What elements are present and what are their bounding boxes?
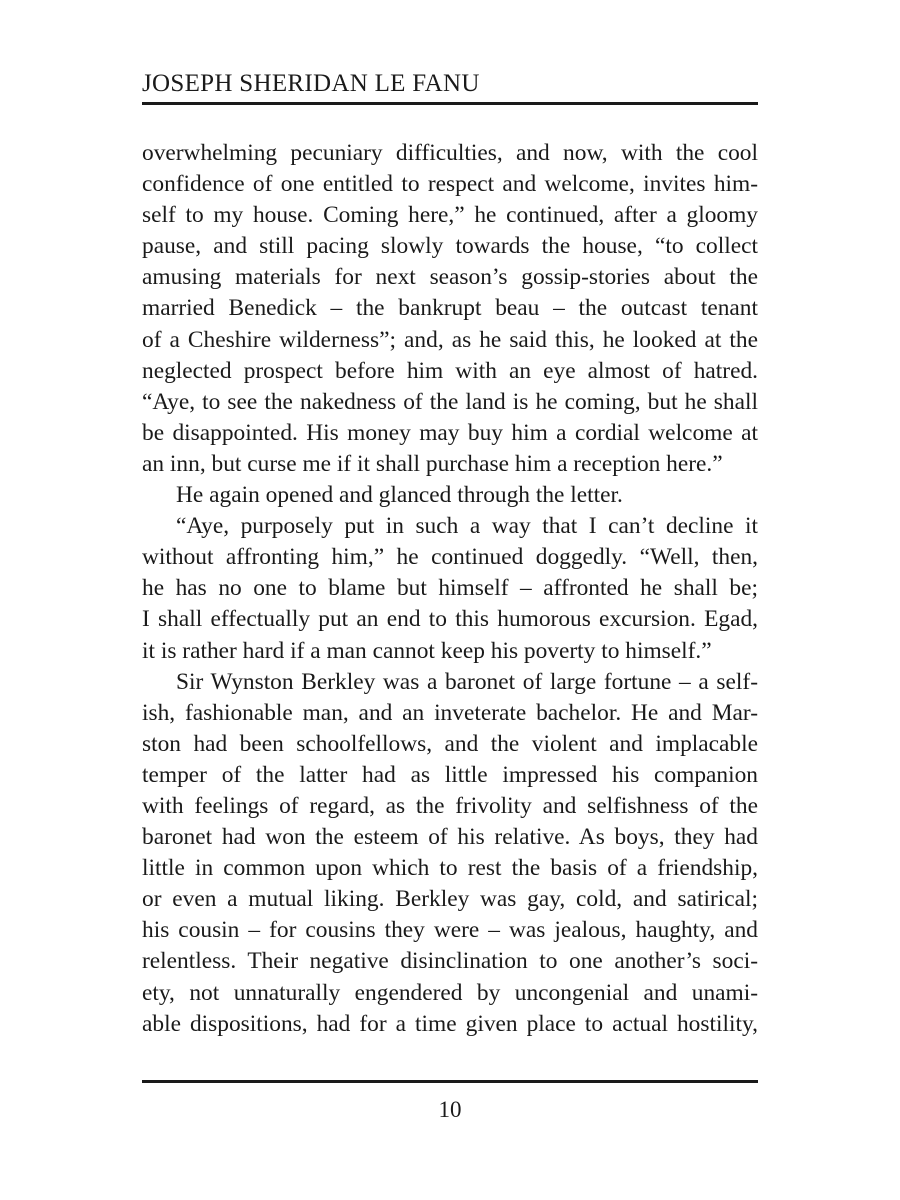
text-line: of a Cheshire wilderness”; and, as he said this, he looked at the (142, 326, 758, 353)
paragraph (142, 511, 758, 666)
text-line: married Benedick – the bankrupt beau – the outcast tenant (142, 295, 758, 322)
text-line: overwhelming pecuniary difficulties, and now, with the cool (142, 140, 758, 166)
text-line: I shall effectually put an end to this humorous excursion. Egad, (142, 606, 758, 633)
text-line: pause, and still pacing slowly towards the house, “to collect (142, 233, 758, 260)
text-line: ston had been schoolfellows, and the violent and implacable (142, 730, 758, 757)
paragraph (142, 667, 758, 1040)
text-line: self to my house. Coming here,” he continued, after a gloomy (142, 202, 758, 229)
text-line: confidence of one entitled to respect and welcome, invites him- (142, 171, 758, 198)
text-line: ish, fashionable man, and an inveterate bachelor. He and Mar- (142, 699, 758, 726)
running-head: JOSEPH SHERIDAN LE FANU (142, 70, 480, 97)
text-line: his cousin – for cousins they were – was jealous, haughty, and (142, 917, 758, 944)
footer-rule (142, 1080, 758, 1083)
text-line: or even a mutual liking. Berkley was gay, cold, and satirical; (142, 886, 758, 913)
text-line: “Aye, to see the nakedness of the land is he coming, but he shall (142, 388, 758, 415)
text-line: without affronting him,” he continued doggedly. “Well, then, (142, 544, 758, 571)
text-line: “Aye, purposely put in such a way that I can’t decline it (176, 513, 758, 540)
text-line: relentless. Their negative disinclination to one another’s soci- (142, 948, 758, 975)
text-line: neglected prospect before him with an eye almost of hatred. (142, 357, 758, 384)
text-line: it is rather hard if a man cannot keep his poverty to himself.” (142, 637, 712, 664)
text-line: baronet had won the esteem of his relative. As boys, they had (142, 824, 758, 851)
text-line: He again opened and glanced through the letter. (176, 482, 623, 509)
text-line: an inn, but curse me if it shall purchase him a reception here.” (142, 450, 723, 477)
text-line: ety, not unnaturally engendered by uncongenial and unami- (142, 979, 758, 1006)
text-line: Sir Wynston Berkley was a baronet of large fortune – a self- (176, 668, 758, 695)
page-header (142, 70, 758, 105)
text-line: be disappointed. His money may buy him a cordial welcome at (142, 419, 758, 446)
text-line: he has no one to blame but himself – affronted he shall be; (142, 575, 758, 602)
text-line: little in common upon which to rest the basis of a friendship, (142, 855, 758, 882)
page-number: 10 (438, 1097, 462, 1122)
paragraph (142, 138, 758, 480)
text-line: with feelings of regard, as the frivolity and selfishness of the (142, 792, 758, 819)
text-line: able dispositions, had for a time given place to actual hostility, (142, 1010, 758, 1037)
text-line: temper of the latter had as little impressed his companion (142, 761, 758, 788)
paragraph (142, 480, 758, 511)
body-text (142, 138, 758, 1040)
text-line: amusing materials for next season’s gossip-stories about the (142, 264, 758, 291)
